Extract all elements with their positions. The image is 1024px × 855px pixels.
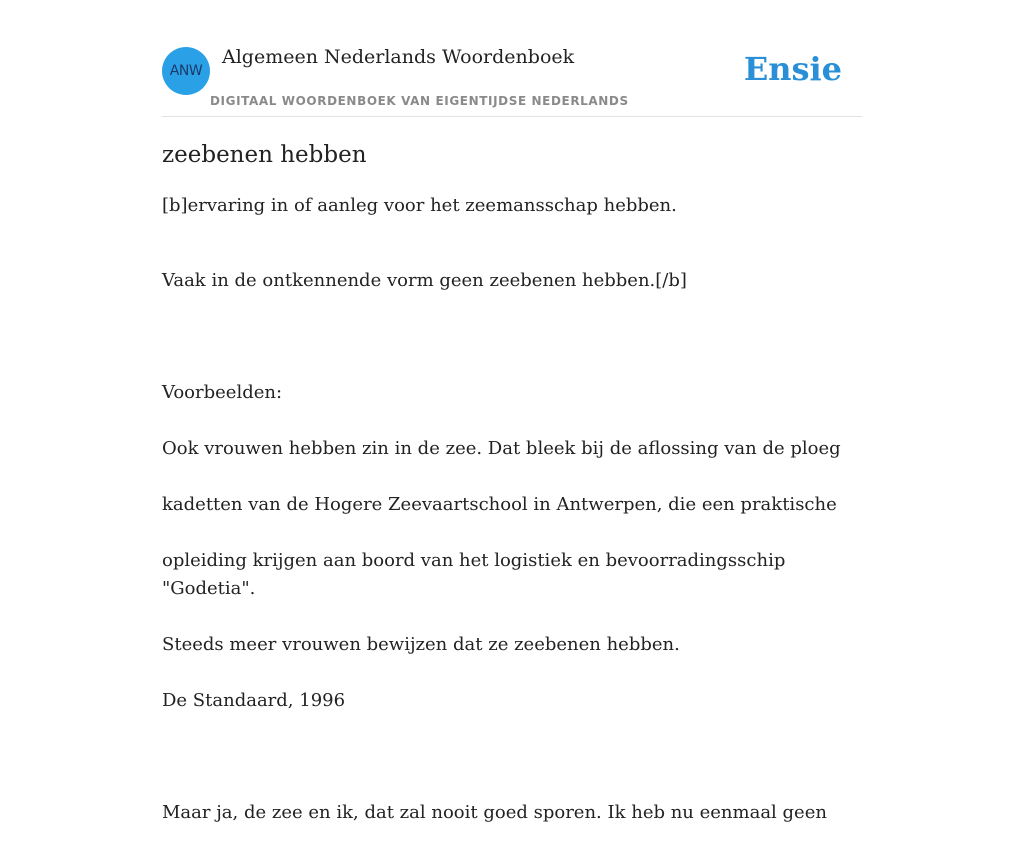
examples-heading: Voorbeelden: xyxy=(162,382,283,403)
site-title[interactable]: Algemeen Nederlands Woordenboek xyxy=(222,46,575,68)
body-line: Maar ja, de zee en ik, dat zal nooit goed sporen. Ik heb nu eenmaal geen xyxy=(162,802,827,823)
body-line: Ook vrouwen hebben zin in de zee. Dat bleek bij de aflossing van de ploeg xyxy=(162,438,841,459)
body-line: Vaak in de ontkennende vorm geen zeebenen hebben.[/b] xyxy=(162,270,687,291)
ensie-brand-link[interactable]: Ensie xyxy=(743,50,842,88)
entry-term: zeebenen hebben xyxy=(162,142,367,168)
body-line xyxy=(162,743,852,771)
example-source: De Standaard, 1996 xyxy=(162,690,346,711)
body-line: opleiding krijgen aan boord van het logistiek en bevoorradingsschip "Godetia". xyxy=(162,550,786,599)
entry-content xyxy=(162,138,852,855)
entry-body xyxy=(162,239,852,855)
anw-logo[interactable] xyxy=(162,47,210,95)
logo-text: ANW xyxy=(169,63,203,79)
body-line: Steeds meer vrouwen bewijzen dat ze zeebenen hebben. xyxy=(162,634,680,655)
body-line: kadetten van de Hogere Zeevaartschool in Antwerpen, die een praktische xyxy=(162,494,837,515)
body-line xyxy=(162,323,852,351)
site-subtitle: DIGITAAL WOORDENBOEK VAN EIGENTIJDSE NEDERLANDS xyxy=(210,94,629,108)
entry-definition: [b]ervaring in of aanleg voor het zeemansschap hebben. xyxy=(162,195,677,216)
site-header xyxy=(162,42,862,117)
